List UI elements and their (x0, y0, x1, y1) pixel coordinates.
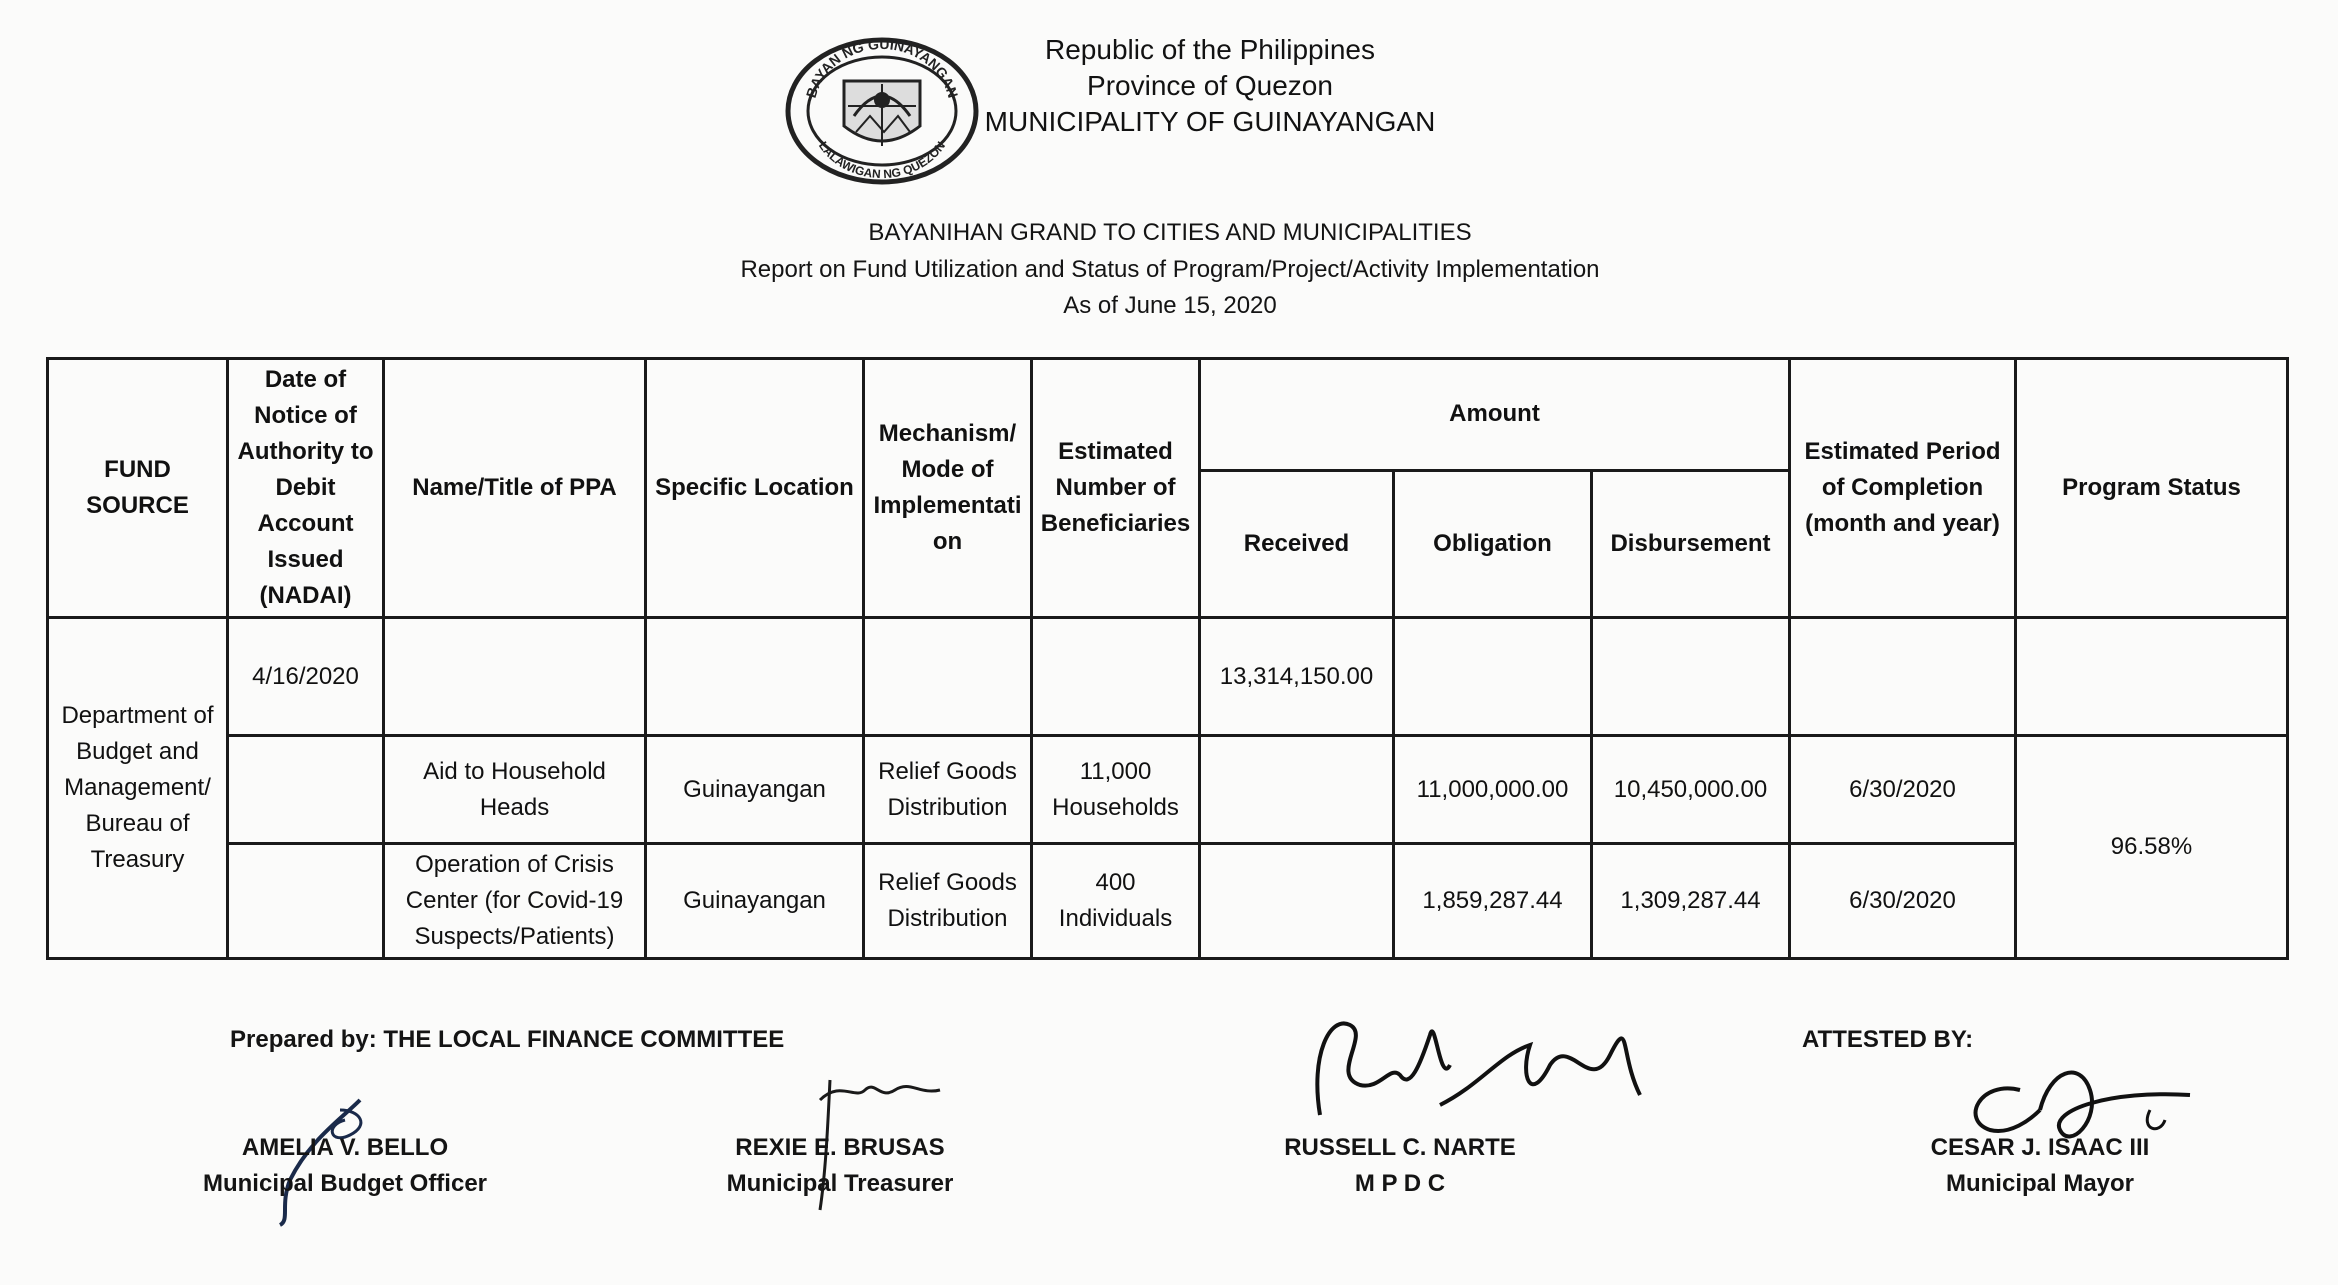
signatory-name: RUSSELL C. NARTE (1284, 1134, 1516, 1161)
empty-cell (228, 736, 384, 844)
mechanism-cell: Relief Goods Distribution (864, 736, 1032, 844)
beneficiaries-cell: 11,000 Households (1032, 736, 1200, 844)
header-location: Specific Location (646, 359, 864, 618)
disbursement-cell: 10,450,000.00 (1592, 736, 1790, 844)
header-nadai: Date of Notice of Authority to Debit Account Issued (NADAI) (228, 359, 384, 618)
signature-narte-icon (1300, 995, 1670, 1145)
report-date: As of June 15, 2020 (1063, 292, 1277, 319)
signatory-name: REXIE E. BRUSAS (735, 1134, 945, 1161)
header-status: Program Status (2016, 359, 2288, 618)
empty-cell (1394, 618, 1592, 736)
signatory-mayor (1900, 1130, 2180, 1202)
beneficiaries-cell: 400 Individuals (1032, 844, 1200, 959)
signatory-title: Municipal Mayor (1945, 1170, 2135, 1197)
table-row (48, 736, 2288, 844)
header-republic: Republic of the Philippines (1045, 34, 1375, 65)
header-province: Province of Quezon (1087, 70, 1333, 101)
seal-bottom-text: LALAWIGAN NG QUEZON (815, 138, 949, 182)
table-row (48, 844, 2288, 959)
header-ppa: Name/Title of PPA (384, 359, 646, 618)
disbursement-cell: 1,309,287.44 (1592, 844, 1790, 959)
location-cell: Guinayangan (646, 736, 864, 844)
header-disbursement: Disbursement (1592, 470, 1790, 617)
mechanism-cell: Relief Goods Distribution (864, 844, 1032, 959)
obligation-cell: 11,000,000.00 (1394, 736, 1592, 844)
header-received: Received (1200, 470, 1394, 617)
fund-source-cell: Department of Budget and Management/ Bureau of Treasury (48, 618, 228, 959)
table-row (48, 618, 2288, 736)
received-cell (1200, 844, 1394, 959)
signatory-title: Municipal Treasurer (726, 1170, 954, 1197)
empty-cell (646, 618, 864, 736)
location-cell: Guinayangan (646, 844, 864, 959)
empty-cell (2016, 618, 2288, 736)
empty-cell (864, 618, 1032, 736)
attested-by-label: ATTESTED BY: (1802, 1026, 1974, 1053)
received-cell (1200, 736, 1394, 844)
completion-cell: 6/30/2020 (1790, 844, 2016, 959)
header-municipality: MUNICIPALITY OF GUINAYANGAN (984, 106, 1436, 137)
ppa-cell: Aid to Household Heads (384, 736, 646, 844)
empty-cell (1032, 618, 1200, 736)
signatory-title: Municipal Budget Officer (202, 1170, 487, 1197)
header-mechanism: Mechanism/ Mode of Implementati on (864, 359, 1032, 618)
nadai-date-cell: 4/16/2020 (228, 618, 384, 736)
completion-cell: 6/30/2020 (1790, 736, 2016, 844)
header-completion: Estimated Period of Completion (month and year) (1790, 359, 2016, 618)
fund-utilization-table (46, 357, 2289, 960)
signatory-mpdc (1260, 1130, 1540, 1202)
empty-cell (1592, 618, 1790, 736)
header-beneficiaries: Estimated Number of Beneficiaries (1032, 359, 1200, 618)
signatory-name: CESAR J. ISAAC III (1930, 1134, 2150, 1161)
ppa-cell: Operation of Crisis Center (for Covid-19 Suspects/Patients) (384, 844, 646, 959)
header-fund-source: FUND SOURCE (48, 359, 228, 618)
obligation-cell: 1,859,287.44 (1394, 844, 1592, 959)
signatory-title: M P D C (1354, 1170, 1446, 1197)
signatory-treasurer (690, 1130, 990, 1202)
report-subtitle: Report on Fund Utilization and Status of Program/Project/Activity Implementation (740, 256, 1600, 283)
empty-cell (384, 618, 646, 736)
empty-cell (1790, 618, 2016, 736)
received-amount-cell: 13,314,150.00 (1200, 618, 1394, 736)
signatory-name: AMELIA V. BELLO (241, 1134, 449, 1161)
report-title: BAYANIHAN GRAND TO CITIES AND MUNICIPALITIES (868, 219, 1472, 246)
header-obligation: Obligation (1394, 470, 1592, 617)
signatory-budget-officer (180, 1130, 510, 1202)
program-status-cell: 96.58% (2016, 736, 2288, 959)
prepared-by-label: Prepared by: THE LOCAL FINANCE COMMITTEE (230, 1026, 785, 1053)
header-amount: Amount (1200, 359, 1790, 471)
seal-top-text: BAYAN NG GUINAYANGAN (802, 36, 962, 100)
empty-cell (228, 844, 384, 959)
